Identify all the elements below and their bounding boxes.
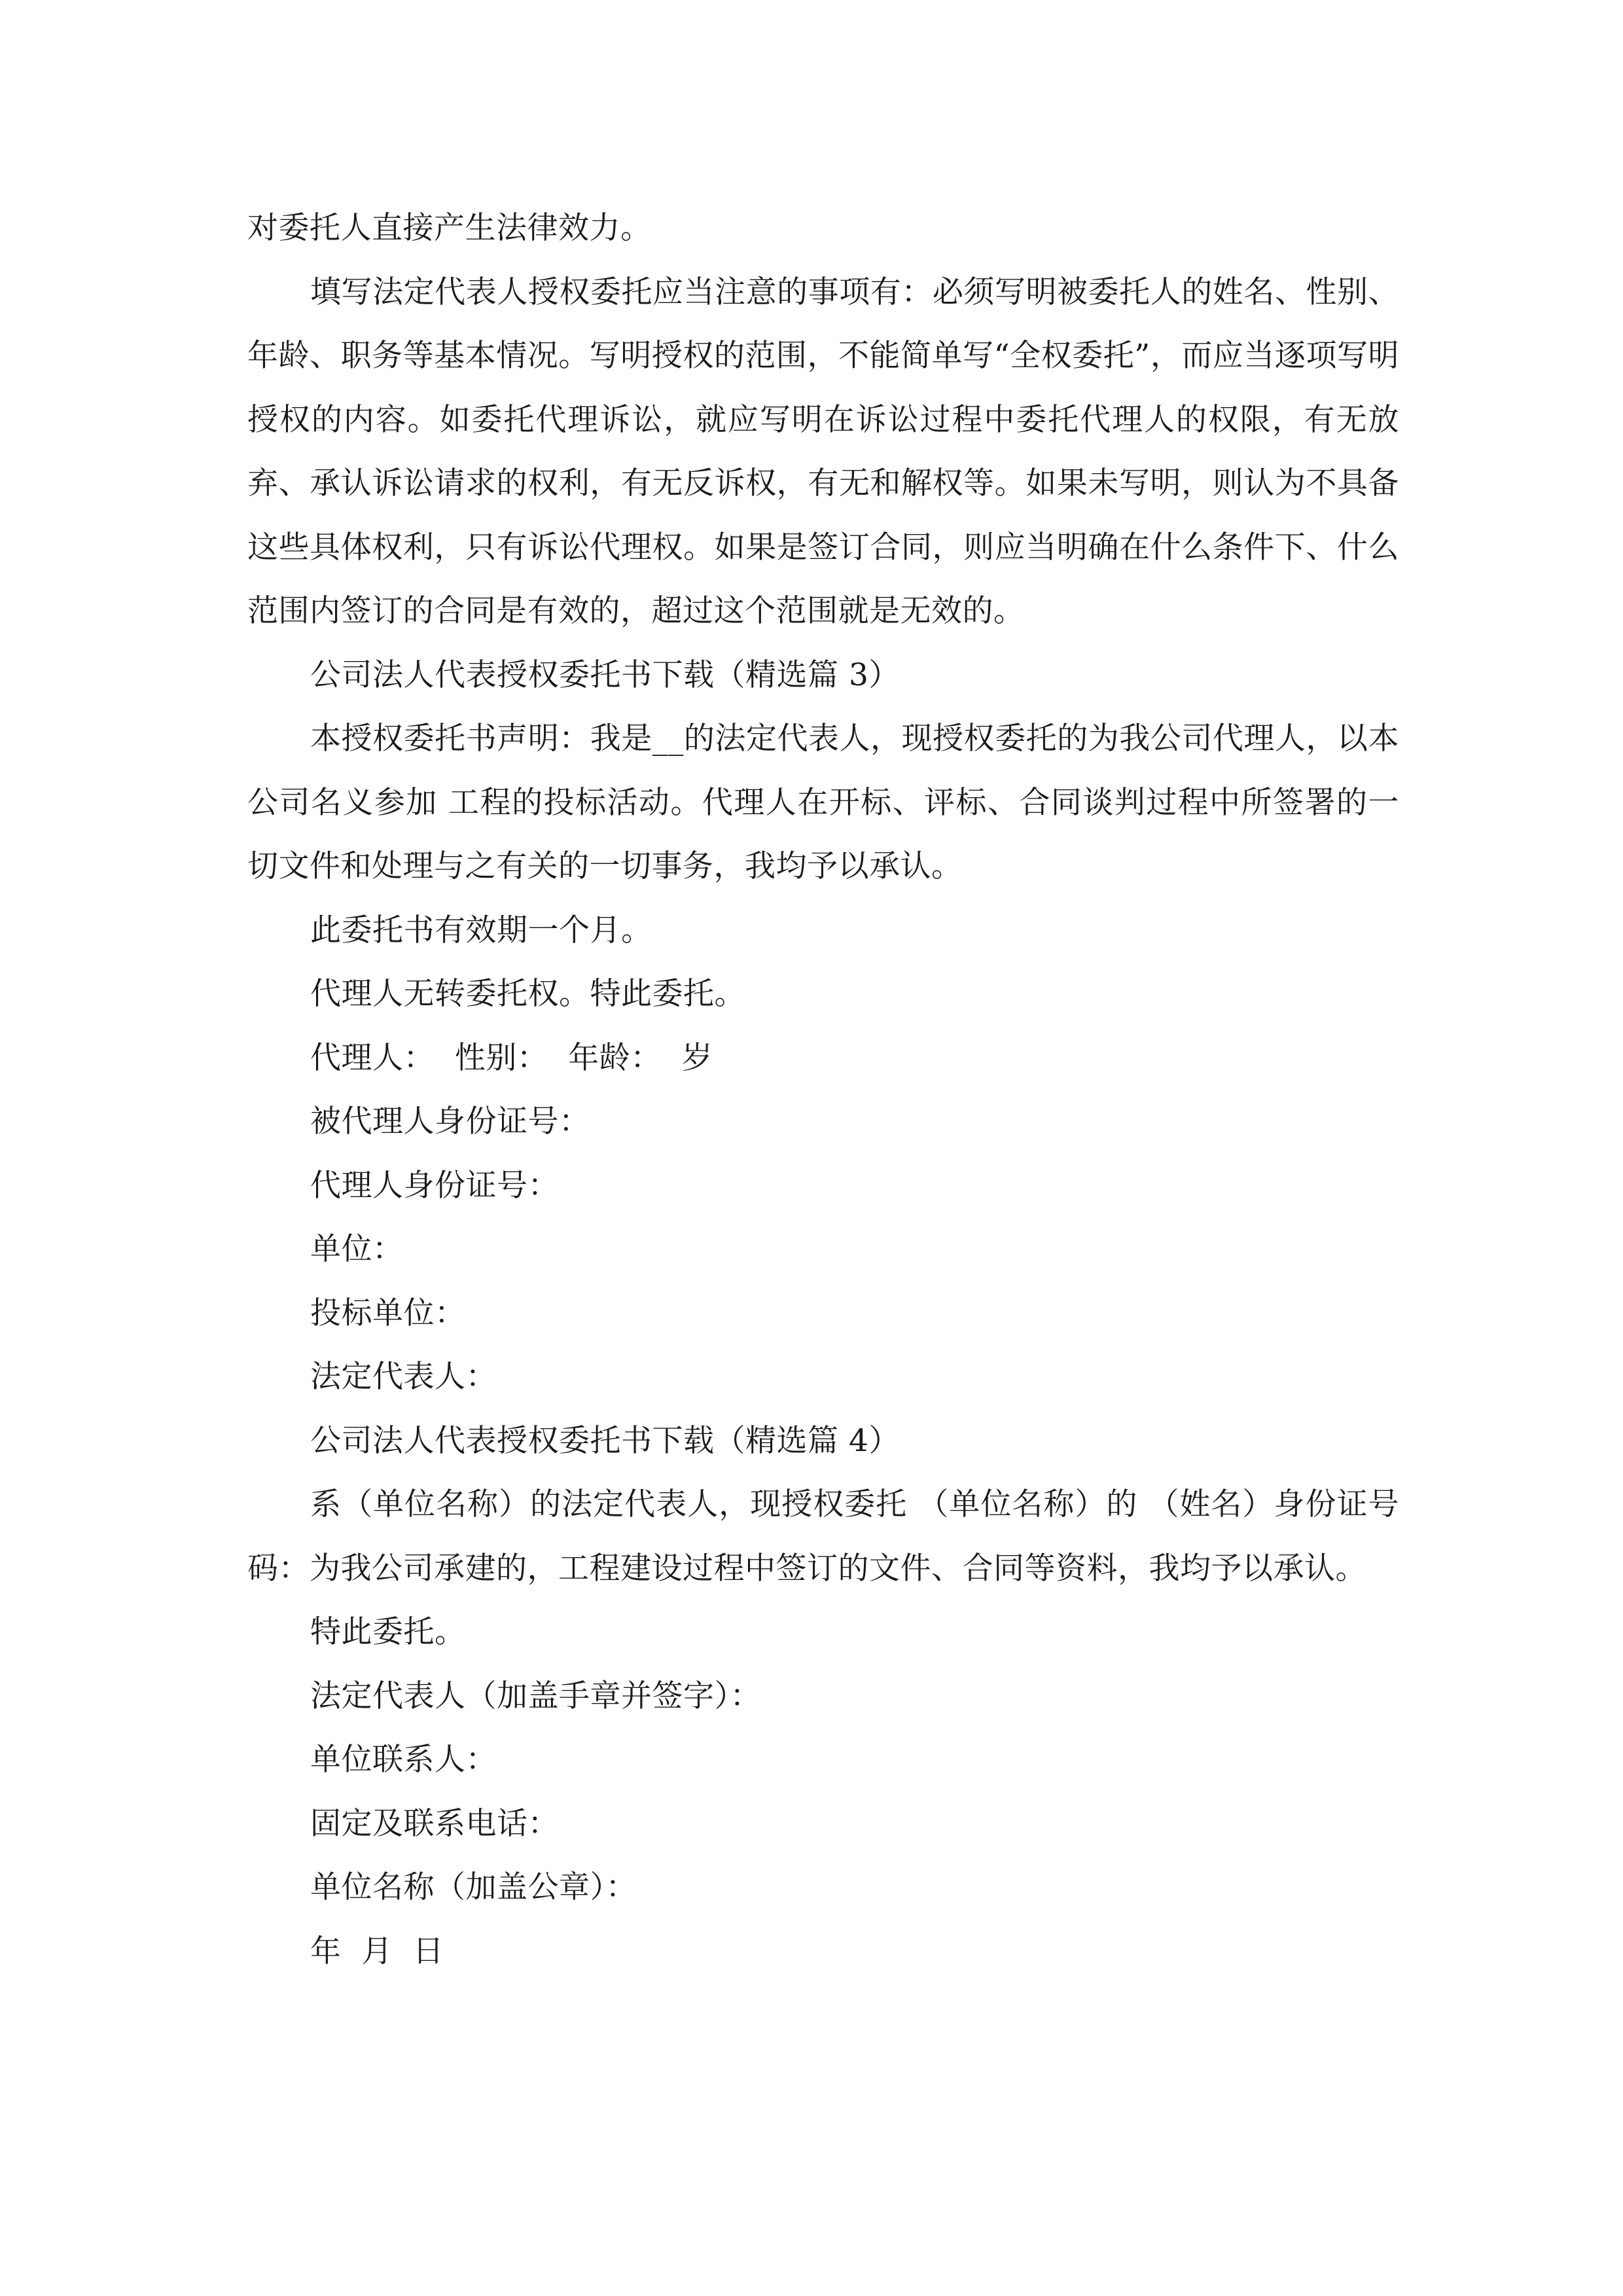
- field-bidding-unit: 投标单位：: [310, 1295, 466, 1331]
- section-heading-4: 公司法人代表授权委托书下载（精选篇 4）: [310, 1422, 900, 1459]
- field-unit-name-seal: 单位名称（加盖公章）：: [310, 1869, 637, 1905]
- paragraph-validity: 此委托书有效期一个月。: [310, 912, 652, 948]
- paragraph-no-subdelegation: 代理人无转委托权。特此委托。: [310, 976, 745, 1012]
- field-principal-id: 被代理人身份证号：: [310, 1103, 590, 1139]
- document-page: [247, 196, 1399, 1983]
- field-unit-contact: 单位联系人：: [310, 1742, 497, 1778]
- field-unit: 单位：: [310, 1231, 404, 1267]
- field-agent-info: 代理人： 性别： 年龄： 岁: [310, 1039, 713, 1076]
- paragraph-effect: 对委托人直接产生法律效力。: [247, 210, 652, 246]
- field-legal-rep-signature: 法定代表人（加盖手章并签字）：: [310, 1677, 761, 1714]
- paragraph-notes: 填写法定代表人授权委托应当注意的事项有：必须写明被委托人的姓名、性别、年龄、职务等基本情况。写明授权的范围，不能简单写“全权委托”，而应当逐项写明授权的内容。如委托代理诉讼，就应写明在诉讼过程中委托代理人的权限，有无放弃、承认诉讼请求的权利，有无反诉权，有无和解权等。如果未写明，则认为不具备这些具体权利，只有诉讼代理权。如果是签订合同，则应当明确在什么条件下、什么范围内签订的合同是有效的，超过这个范围就是无效的。: [247, 274, 1399, 629]
- field-date: 年 月 日: [310, 1933, 444, 1969]
- field-legal-representative: 法定代表人：: [310, 1359, 497, 1395]
- field-agent-id: 代理人身份证号：: [310, 1167, 559, 1204]
- paragraph-hereby: 特此委托。: [310, 1614, 466, 1650]
- section-heading-3: 公司法人代表授权委托书下载（精选篇 3）: [310, 656, 900, 693]
- paragraph-authorization: 系（单位名称）的法定代表人，现授权委托 （单位名称）的 （姓名）身份证号码：为我公司承建的，工程建设过程中签订的文件、合同等资料，我均予以承认。: [247, 1486, 1399, 1587]
- field-phone: 固定及联系电话：: [310, 1805, 559, 1842]
- paragraph-declaration: 本授权委托书声明：我是__的法定代表人，现授权委托的为我公司代理人，以本公司名义参加 工程的投标活动。代理人在开标、评标、合同谈判过程中所签署的一切文件和处理与之有关的一切事务，我均予以承认。: [247, 721, 1399, 884]
